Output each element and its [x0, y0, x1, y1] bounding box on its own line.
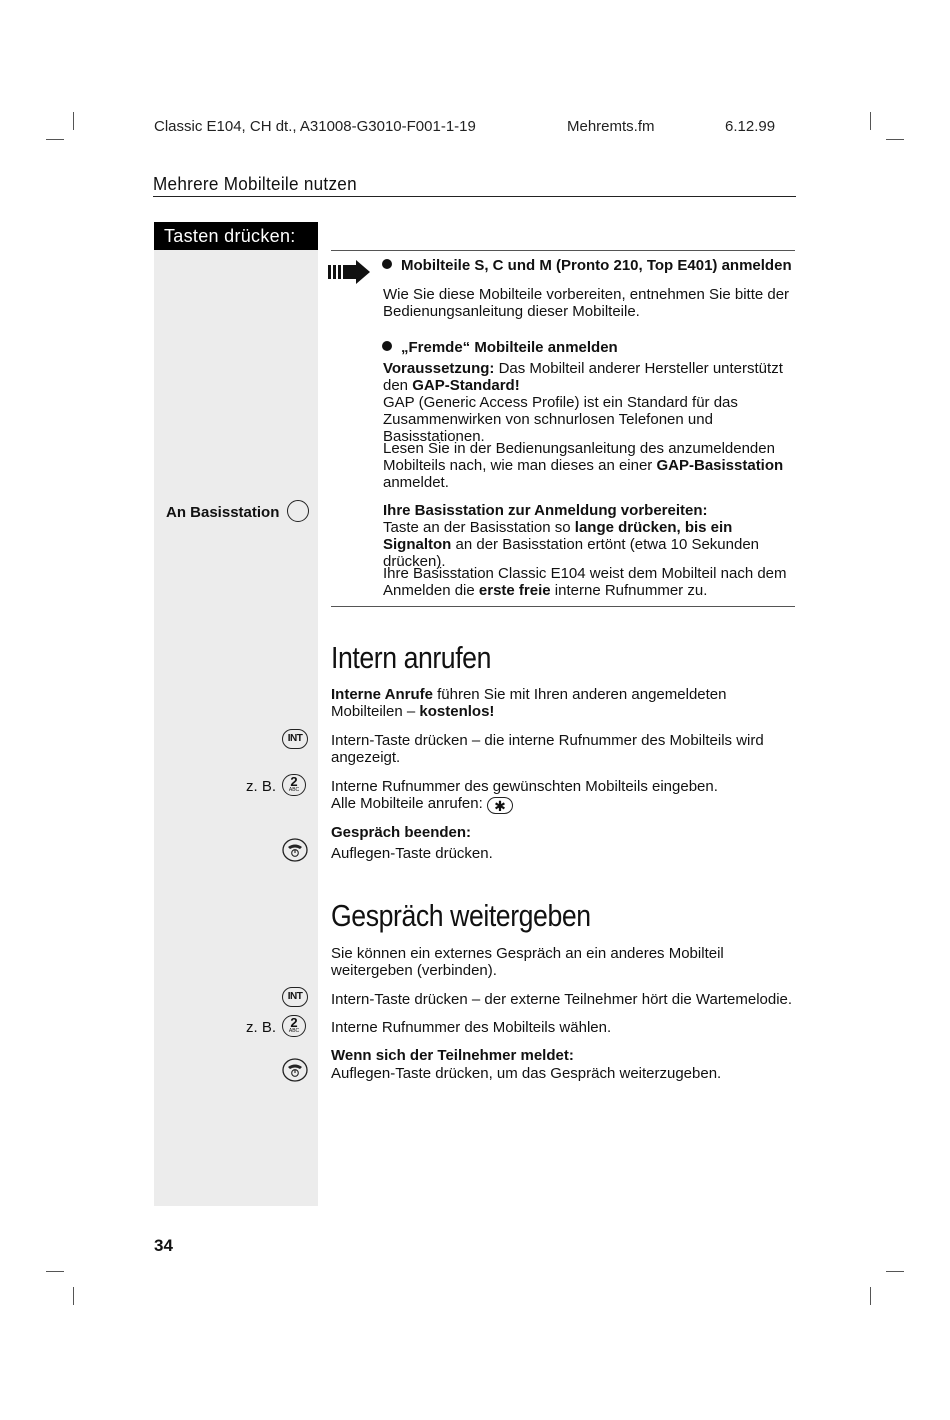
crop-mark: [870, 1287, 871, 1305]
intern-step2b: Alle Mobilteile anrufen: ✱: [331, 795, 795, 814]
answer-title: Wenn sich der Teilnehmer meldet:: [331, 1047, 574, 1064]
bullet-icon: [382, 341, 392, 351]
crop-mark: [46, 1271, 64, 1272]
section-title: Mehrere Mobilteile nutzen: [153, 174, 357, 194]
hang-up-key-icon: [282, 838, 308, 862]
item1-text: Wie Sie diese Mobilteile vorbereiten, entnehmen Sie bitte der Bedienungsanleitung dieser Mobilteile.: [383, 286, 790, 320]
crop-mark: [73, 1287, 74, 1305]
intern-step2: Interne Rufnummer des gewünschten Mobilteils eingeben.: [331, 778, 718, 795]
digit-2-key-icon: [282, 1015, 306, 1037]
box-top-rule: [331, 250, 795, 251]
item2-title: „Fremde“ Mobilteile anmelden: [383, 339, 796, 356]
intern-step3: Auflegen-Taste drücken.: [331, 845, 493, 862]
crop-mark: [886, 1271, 904, 1272]
header-doc-info: Classic E104, CH dt., A31008-G3010-F001-1-19: [154, 118, 476, 135]
key-letters: ABC: [288, 787, 300, 793]
section-rule: [153, 196, 796, 197]
arrow-hand-icon: [326, 259, 372, 285]
transfer-step2: Interne Rufnummer des Mobilteils wählen.: [331, 1019, 612, 1036]
prepare-title: Ihre Basisstation zur Anmeldung vorbereiten:: [383, 502, 708, 519]
header-date: 6.12.99: [725, 118, 776, 135]
box-bottom-rule: [331, 606, 795, 607]
end-call-title: Gespräch beenden:: [331, 824, 472, 841]
heading-gespraech-weitergeben: Gespräch weitergeben: [331, 898, 591, 933]
hang-up-key-icon: [282, 1058, 308, 1082]
assign-text: Ihre Basisstation Classic E104 weist dem Mobilteil nach dem Anmelden die erste freie interne Rufnummer zu.: [383, 565, 787, 599]
star-key-icon: ✱: [487, 797, 513, 814]
digit-2-key-icon: [282, 774, 306, 796]
key-digit: 2: [290, 774, 298, 789]
gap-definition: GAP (Generic Access Profile) ist ein Standard für das Zusammenwirken von schnurlosen Telefonen und Basisstationen.: [383, 394, 738, 445]
key-digit: 2: [290, 1015, 298, 1030]
sidebar-title: Tasten drücken:: [154, 222, 318, 250]
crop-mark: [886, 139, 904, 140]
transfer-intro: Sie können ein externes Gespräch an ein anderes Mobilteil weitergeben (verbinden).: [331, 945, 724, 979]
bullet-icon: [382, 259, 392, 269]
header-file-name: Mehremts.fm: [567, 118, 655, 135]
transfer-step3: Auflegen-Taste drücken, um das Gespräch weiterzugeben.: [331, 1065, 722, 1082]
base-station-button-icon: [287, 500, 309, 522]
heading-intern-anrufen: Intern anrufen: [331, 640, 491, 675]
read-manual-text: Lesen Sie in der Bedienungsanleitung des anzumeldenden Mobilteils nach, wie man dieses an einer GAP-Basisstation anmeldet.: [383, 440, 784, 491]
int-key-icon: INT: [282, 729, 308, 749]
crop-mark: [73, 112, 74, 130]
example-label: z. B.: [246, 778, 277, 795]
int-key-icon: INT: [282, 987, 308, 1007]
transfer-step1: Intern-Taste drücken – der externe Teilnehmer hört die Wartemelodie.: [331, 991, 793, 1008]
prerequisite-text: Voraussetzung: Das Mobilteil anderer Hersteller unterstützt den GAP-Standard!: [383, 360, 783, 394]
base-station-label: An Basisstation: [166, 504, 280, 521]
page-number: 34: [154, 1236, 173, 1255]
intern-intro: Interne Anrufe führen Sie mit Ihren anderen angemeldeten Mobilteilen – kostenlos!: [331, 686, 727, 720]
prepare-text: Taste an der Basisstation so lange drücken, bis ein Signalton an der Basisstation ertönt (etwa 10 Sekunden drücken).: [383, 519, 760, 570]
item1-title: Mobilteile S, C und M (Pronto 210, Top E401) anmelden: [383, 257, 796, 274]
example-label: z. B.: [246, 1019, 277, 1036]
crop-mark: [870, 112, 871, 130]
intern-step1: Intern-Taste drücken – die interne Rufnummer des Mobilteils wird angezeigt.: [331, 732, 764, 766]
crop-mark: [46, 139, 64, 140]
key-letters: ABC: [288, 1028, 300, 1034]
